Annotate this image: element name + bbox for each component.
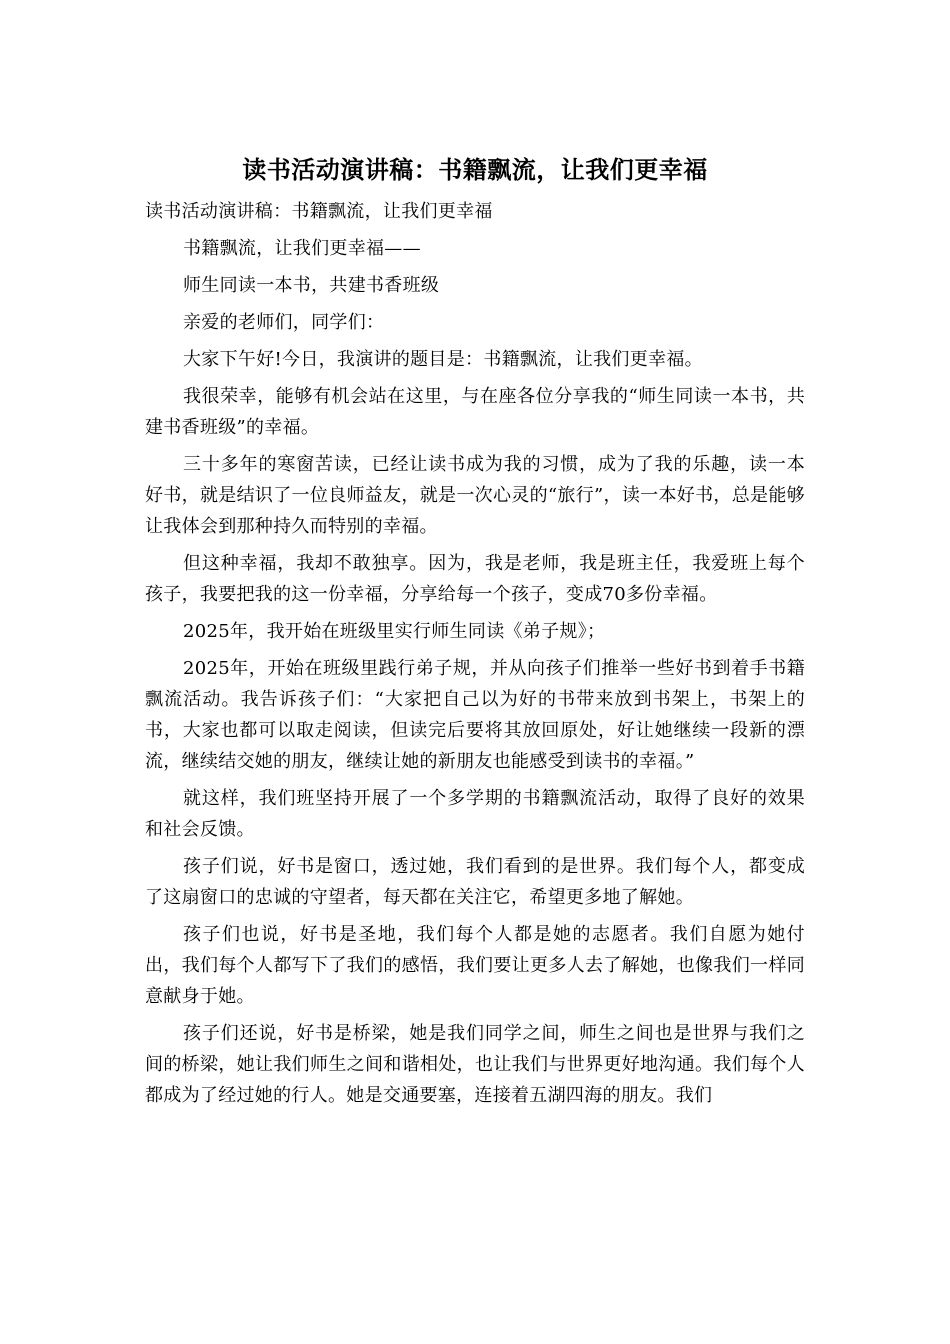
paragraph: 但这种幸福，我却不敢独享。因为，我是老师，我是班主任，我爱班上每个孩子，我要把我的这一份幸福，分享给每一个孩子，变成70多份幸福。 [145,553,805,605]
paragraph: 2025年，我开始在班级里实行师生同读《弟子规》； [183,621,606,642]
paragraph: 大家下午好!今日，我演讲的题目是：书籍飘流，让我们更幸福。 [183,349,703,370]
document-title: 读书活动演讲稿：书籍飘流，让我们更幸福 [242,155,708,184]
document-body [145,196,805,1111]
paragraph: 孩子们说，好书是窗口，透过她，我们看到的是世界。我们每个人，都变成了这扇窗口的忠诚的守望者，每天都在关注它，希望更多地了解她。 [145,856,805,908]
paragraph: 孩子们还说，好书是桥梁，她是我们同学之间，师生之间也是世界与我们之间的桥梁，她让我们师生之间和谐相处，也让我们与世界更好地沟通。我们每个人都成为了经过她的行人。她是交通要塞，连接着五湖四海的朋友。我们 [145,1023,805,1106]
paragraph: 亲爱的老师们，同学们： [183,312,385,333]
paragraph: 2025年，开始在班级里践行弟子规，并从向孩子们推举一些好书到着手书籍飘流活动。我告诉孩子们：“大家把自己以为好的书带来放到书架上，书架上的书，大家也都可以取走阅读，但读完后要将其放回原处，好让她继续一段新的漂流，继续结交她的朋友，继续让她的新朋友也能感受到读书的幸福。” [145,658,805,772]
paragraph: 读书活动演讲稿：书籍飘流，让我们更幸福 [145,201,493,222]
paragraph: 孩子们也说，好书是圣地，我们每个人都是她的志愿者。我们自愿为她付出，我们每个人都写下了我们的感悟，我们要让更多人去了解她，也像我们一样同意献身于她。 [145,924,805,1007]
paragraph: 我很荣幸，能够有机会站在这里，与在座各位分享我的“师生同读一本书，共建书香班级”的幸福。 [145,386,805,438]
paragraph: 师生同读一本书，共建书香班级 [183,275,440,296]
paragraph: 三十多年的寒窗苦读，已经让读书成为我的习惯，成为了我的乐趣，读一本好书，就是结识了一位良师益友，就是一次心灵的“旅行”，读一本好书，总是能够让我体会到那种持久而特别的幸福。 [145,454,805,537]
paragraph: 就这样，我们班坚持开展了一个多学期的书籍飘流活动，取得了良好的效果和社会反馈。 [145,788,805,840]
paragraph: 书籍飘流，让我们更幸福—— [183,238,421,259]
document-page [145,152,805,1117]
